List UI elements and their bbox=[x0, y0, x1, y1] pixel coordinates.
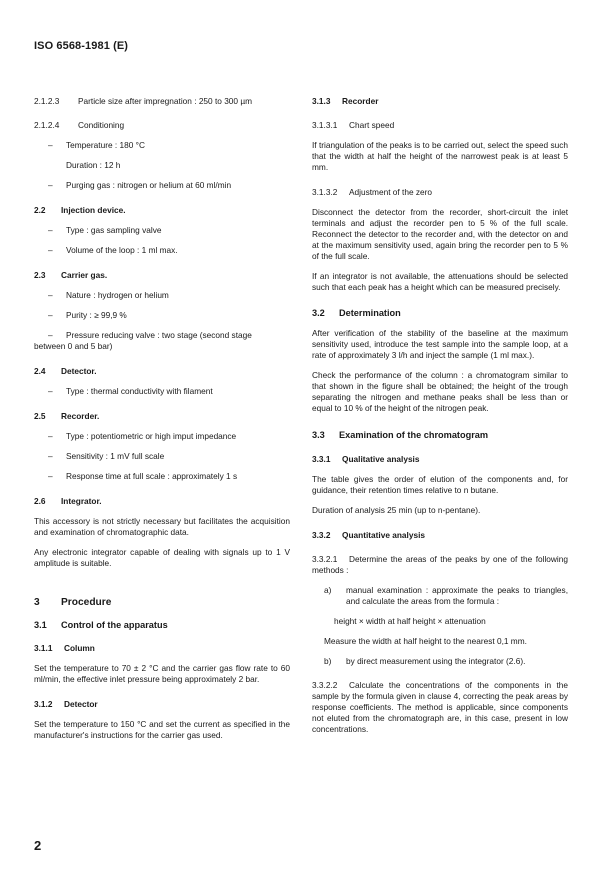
section-text: Calculate the concentrations of the components in the sample by the formula given in clause 4, correcting the peak areas by response coefficients. The method is applicable, since components not eluted from the chromatograph are, in this case, present in low concentrations. bbox=[312, 680, 568, 734]
section-number: 2.5 bbox=[34, 411, 46, 421]
list-item: – Pressure reducing valve : two stage (second stage bbox=[34, 330, 290, 341]
paragraph: This accessory is not strictly necessary but facilitates the acquisition and examination of chromatographic data. bbox=[34, 516, 290, 537]
document-header: ISO 6568-1981 (E) bbox=[34, 40, 129, 52]
dash-icon: – bbox=[48, 290, 53, 300]
paragraph: Set the temperature to 70 ± 2 °C and the carrier gas flow rate to 60 ml/min, the effective inlet pressure being approximately 2 bar. bbox=[34, 663, 290, 684]
section-title: Procedure bbox=[61, 597, 112, 608]
paragraph: Measure the width at half height to the nearest 0,1 mm. bbox=[324, 636, 527, 646]
section-2-3-heading bbox=[34, 270, 290, 281]
list-item: – Volume of the loop : 1 ml max. bbox=[34, 245, 290, 256]
section-title: Qualitative analysis bbox=[342, 454, 420, 464]
section-3-3-heading bbox=[312, 430, 568, 441]
dash-icon: – bbox=[48, 451, 53, 461]
section-title: Detector. bbox=[61, 366, 97, 376]
method-item-b bbox=[312, 656, 568, 667]
paragraph: The table gives the order of elution of the components and, for guidance, their retention times relative to n butane. bbox=[312, 474, 568, 495]
paragraph: After verification of the stability of the baseline at the maximum sensitivity used, introduce the test sample into the sample loop, at a rate of approximately 3 l/h and inject the sample (1 ml max.). bbox=[312, 328, 568, 360]
section-3-1-1-heading bbox=[34, 643, 290, 654]
dash-icon: – bbox=[48, 180, 53, 190]
section-number: 2.1.2.4 bbox=[34, 120, 60, 130]
method-item-a bbox=[312, 585, 568, 607]
list-item: – Response time at full scale : approximately 1 s bbox=[34, 471, 290, 482]
section-number: 3.3.2 bbox=[312, 530, 331, 540]
dash-icon: – bbox=[48, 431, 53, 441]
section-text: Determine the areas of the peaks by one of the following methods : bbox=[312, 554, 568, 575]
section-3-3-1-heading bbox=[312, 454, 568, 465]
dash-icon: – bbox=[48, 245, 53, 255]
section-title: Examination of the chromatogram bbox=[339, 430, 489, 440]
page-number: 2 bbox=[34, 838, 42, 853]
section-3-3-2-heading bbox=[312, 530, 568, 541]
section-number: 3.3.2.1 bbox=[312, 554, 338, 564]
dash-icon: – bbox=[48, 471, 53, 481]
section-title: Recorder. bbox=[61, 411, 100, 421]
section-number: 2.3 bbox=[34, 270, 46, 280]
section-2-4-heading bbox=[34, 366, 290, 377]
section-3-1-3-2-heading bbox=[312, 187, 568, 198]
section-2-5-heading bbox=[34, 411, 290, 422]
list-item: – Nature : hydrogen or helium bbox=[34, 290, 290, 301]
section-title: Detector bbox=[64, 699, 98, 709]
item-text: manual examination : approximate the peaks to triangles, and calculate the areas from the formula : bbox=[346, 585, 568, 606]
dash-icon: – bbox=[48, 330, 53, 340]
section-2-2-heading bbox=[34, 205, 290, 216]
section-3-heading bbox=[34, 597, 290, 608]
list-item-continuation: between 0 and 5 bar) bbox=[34, 341, 113, 351]
section-title: Determination bbox=[339, 308, 401, 318]
dash-icon: – bbox=[48, 225, 53, 235]
section-title: Conditioning bbox=[78, 120, 125, 130]
list-item: – Type : gas sampling valve bbox=[34, 225, 290, 236]
section-number: 3.3.1 bbox=[312, 454, 331, 464]
section-3-1-3-heading bbox=[312, 96, 568, 107]
section-title: Control of the apparatus bbox=[61, 620, 168, 630]
list-item: – Temperature : 180 °C bbox=[34, 140, 290, 151]
section-title: Column bbox=[64, 643, 95, 653]
section-number: 3.3.2.2 bbox=[312, 680, 338, 690]
paragraph: Disconnect the detector from the recorder, short-circuit the inlet terminals and adjust the recorder pen to 5 % of the full scale. Reconnect the detector to the recorder and, with the detector on and at the maximum sensitivity used, again bring the recorder pen to 5 % of the full scale. bbox=[312, 207, 568, 261]
section-title: Recorder bbox=[342, 96, 379, 106]
item-label: b) bbox=[324, 656, 332, 666]
list-item: – Type : thermal conductivity with filament bbox=[34, 386, 290, 397]
list-item: – Purity : ≥ 99,9 % bbox=[34, 310, 290, 321]
paragraph: Check the performance of the column : a chromatogram similar to that shown in the figure shall be obtained; the height of the trough separating the nitrogen and methane peaks shall be less than or equal to 10 % of the height of the nitrogen peak. bbox=[312, 370, 568, 413]
item-label: a) bbox=[324, 585, 332, 595]
list-item: – Purging gas : nitrogen or helium at 60 ml/min bbox=[34, 180, 290, 191]
area-formula: height × width at half height × attenuation bbox=[334, 616, 486, 626]
paragraph: Duration of analysis 25 min (up to n-pentane). bbox=[312, 505, 481, 515]
section-3-1-heading bbox=[34, 620, 290, 631]
left-column bbox=[34, 96, 290, 741]
section-number: 3.1.3.2 bbox=[312, 187, 338, 197]
section-title: Integrator. bbox=[61, 496, 102, 506]
section-title: Quantitative analysis bbox=[342, 530, 426, 540]
duration-text: Duration : 12 h bbox=[66, 160, 121, 170]
paragraph: Any electronic integrator capable of dealing with signals up to 1 V amplitude is suitable. bbox=[34, 547, 290, 568]
section-title: Injection device. bbox=[61, 205, 126, 215]
section-number: 3.1.3.1 bbox=[312, 120, 338, 130]
section-number: 2.4 bbox=[34, 366, 46, 376]
section-title: Carrier gas. bbox=[61, 270, 108, 280]
section-2-6-heading bbox=[34, 496, 290, 507]
section-3-2-heading bbox=[312, 308, 568, 319]
section-number: 3.3 bbox=[312, 430, 325, 440]
list-item: – Type : potentiometric or high imput impedance bbox=[34, 431, 290, 442]
section-number: 3.1.1 bbox=[34, 643, 53, 653]
section-text: Particle size after impregnation : 250 to 300 µm bbox=[78, 96, 253, 106]
section-number: 2.1.2.3 bbox=[34, 96, 60, 106]
dash-icon: – bbox=[48, 310, 53, 320]
section-2-1-2-4-heading bbox=[34, 120, 290, 131]
section-3-3-2-2 bbox=[312, 680, 568, 735]
section-number: 3 bbox=[34, 597, 40, 608]
section-3-1-3-1-heading bbox=[312, 120, 568, 131]
section-3-1-2-heading bbox=[34, 699, 290, 710]
dash-icon: – bbox=[48, 386, 53, 396]
dash-icon: – bbox=[48, 140, 53, 150]
paragraph: Set the temperature to 150 °C and set the current as specified in the manufacturer's instructions for the carrier gas used. bbox=[34, 719, 290, 740]
section-number: 2.6 bbox=[34, 496, 46, 506]
paragraph: If an integrator is not available, the attenuations should be selected such that each peak has a height which can be measured precisely. bbox=[312, 271, 568, 292]
section-3-3-2-1 bbox=[312, 554, 568, 576]
section-number: 3.1 bbox=[34, 620, 47, 630]
section-number: 3.2 bbox=[312, 308, 325, 318]
right-column bbox=[312, 96, 568, 735]
list-item: – Sensitivity : 1 mV full scale bbox=[34, 451, 290, 462]
section-title: Chart speed bbox=[349, 120, 395, 130]
section-2-1-2-3 bbox=[34, 96, 290, 107]
section-number: 2.2 bbox=[34, 205, 46, 215]
section-number: 3.1.2 bbox=[34, 699, 53, 709]
item-text: by direct measurement using the integrator (2.6). bbox=[346, 656, 526, 666]
section-title: Adjustment of the zero bbox=[349, 187, 433, 197]
paragraph: If triangulation of the peaks is to be carried out, select the speed such that the width at half the height of the narrowest peak is at least 5 mm. bbox=[312, 140, 568, 172]
section-number: 3.1.3 bbox=[312, 96, 331, 106]
